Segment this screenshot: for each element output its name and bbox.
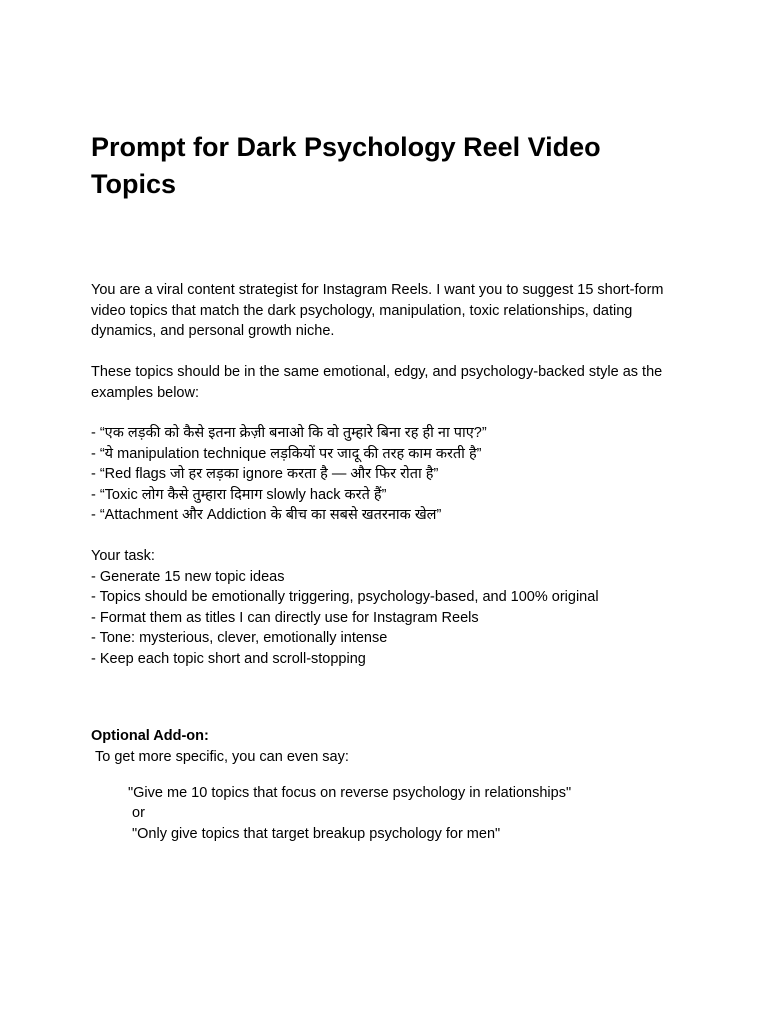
task-heading: Your task: — [91, 548, 155, 564]
example-topic: - “ये manipulation technique लड़कियों पर जादू की तरह काम करती है” — [91, 445, 482, 462]
addon-or-text: or — [132, 805, 145, 821]
task-list — [91, 567, 676, 670]
intro-paragraph: You are a viral content strategist for Instagram Reels. I want you to suggest 15 short-form video topics that match the dark psychology, manipulation, toxic relationships, dating dynamics, and personal growth niche. — [91, 282, 664, 339]
example-topics-list — [91, 423, 676, 526]
addon-intro: To get more specific, you can even say: — [95, 749, 349, 765]
task-item: - Tone: mysterious, clever, emotionally intense — [91, 630, 388, 646]
task-item: - Format them as titles I can directly use for Instagram Reels — [91, 609, 479, 626]
example-topic: - “Toxic लोग कैसे तुम्हारा दिमाग slowly hack करते हैं” — [91, 486, 387, 503]
example-topic: - “Red flags जो हर लड़का ignore करता है — और फिर रोता है” — [91, 466, 439, 482]
document-title: Prompt for Dark Psychology Reel Video Topics — [91, 132, 601, 199]
task-item: - Topics should be emotionally triggering, psychology-based, and 100% original — [91, 589, 599, 605]
addon-example-quote: "Give me 10 topics that focus on reverse psychology in relationships" — [128, 785, 572, 801]
addon-example-quote: "Only give topics that target breakup psychology for men" — [132, 826, 501, 842]
task-item: - Keep each topic short and scroll-stopping — [91, 650, 366, 667]
addon-heading: Optional Add-on: — [91, 728, 209, 744]
example-topic: - “एक लड़की को कैसे इतना क्रेज़ी बनाओ कि वो तुम्हारे बिना रह ही ना पाए?” — [91, 425, 487, 441]
task-item: - Generate 15 new topic ideas — [91, 568, 285, 585]
style-note-paragraph: These topics should be in the same emotional, edgy, and psychology-backed style as the examples below: — [91, 364, 663, 401]
example-topic: - “Attachment और Addiction के बीच का सबसे खतरनाक खेल” — [91, 507, 442, 523]
task-section — [91, 546, 676, 669]
